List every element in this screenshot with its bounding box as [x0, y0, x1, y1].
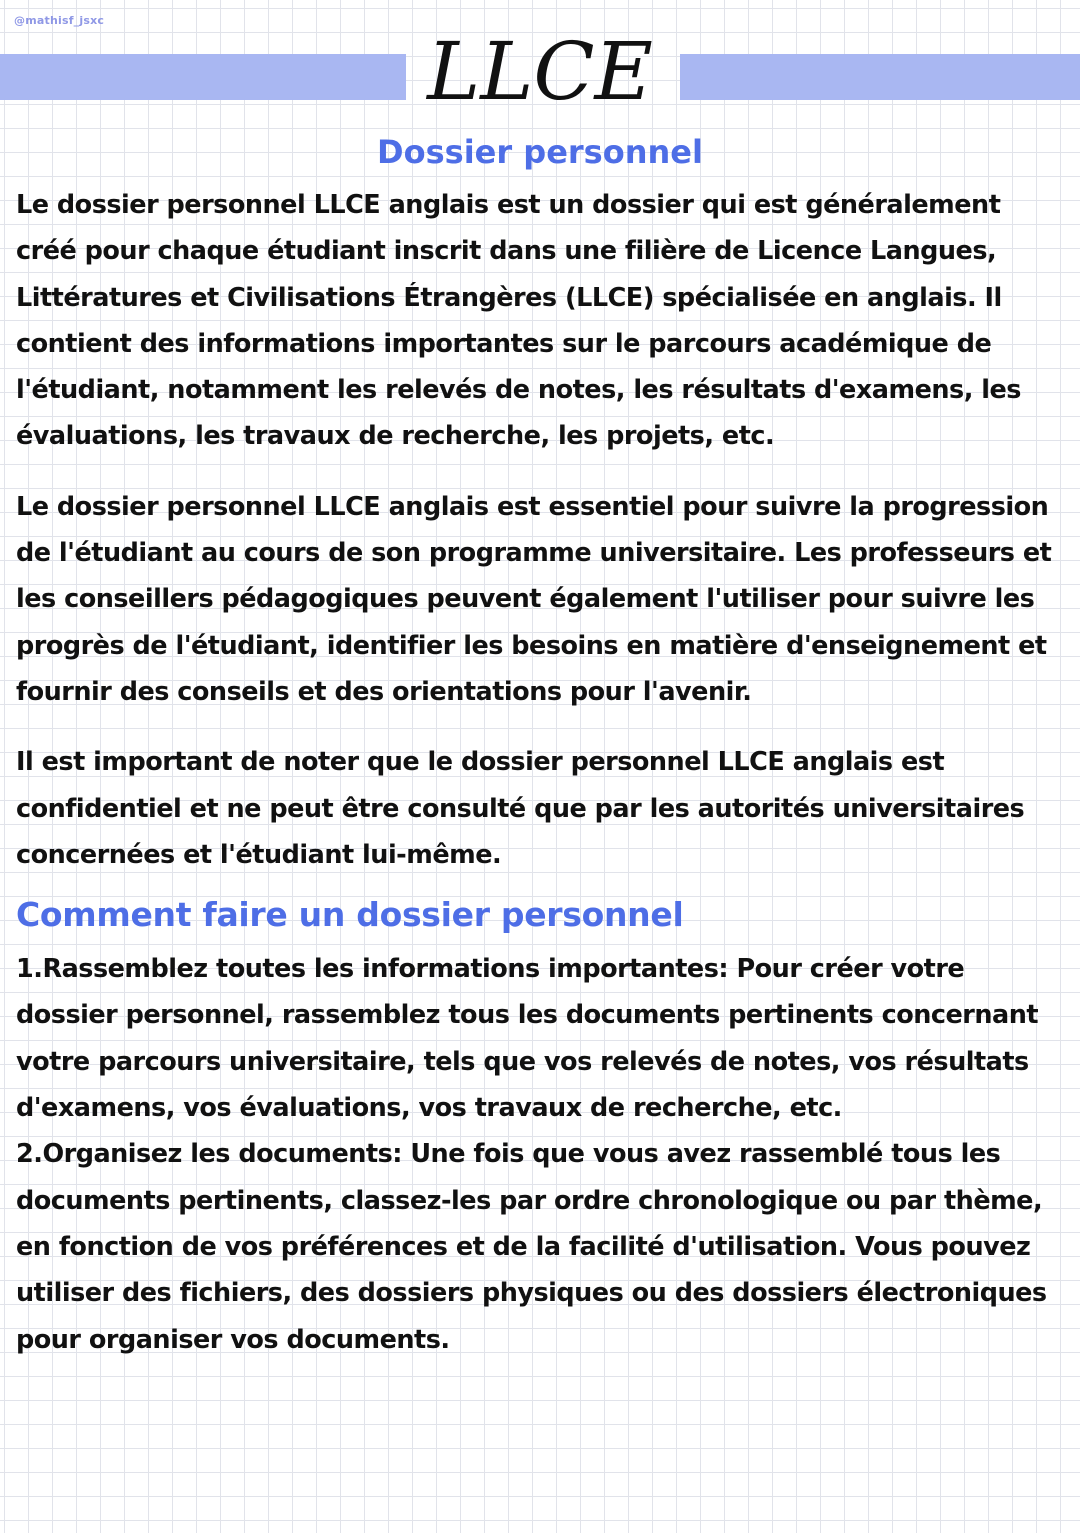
step-number: 2. [16, 1139, 43, 1170]
paragraph-confidentiality: Il est important de noter que le dossier personnel LLCE anglais est confidentiel et ne peut être consulté que par les autorités universitaires concernées et l'étudiant lui-même. [16, 747, 1025, 870]
document-body [16, 182, 1066, 1363]
section-heading-how-to: Comment faire un dossier personnel [16, 895, 684, 935]
paragraph-definition: Le dossier personnel LLCE anglais est un dossier qui est généralement créé pour chaque étudiant inscrit dans une filière de Licence Langues, Littératures et Civilisations Étrangères (LLCE) spécialisée en anglais. Il contient des informations importantes sur le parcours académique de l'étudiant, notamment les relevés de notes, les résultats d'examens, les évaluations, les travaux de recherche, les projets, etc. [16, 190, 1021, 452]
step-text: Rassemblez toutes les informations importantes: Pour créer votre dossier personnel, rassemblez tous les documents pertinents concernant votre parcours universitaire, tels que vos relevés de notes, vos résultats d'examens, vos évaluations, vos travaux de recherche, etc. [16, 954, 1039, 1124]
step-text: Organisez les documents: Une fois que vous avez rassemblé tous les documents pertinents, classez-les par ordre chronologique ou par thème, en fonction de vos préférences et de la facilité d'utilisation. Vous pouvez utiliser des fichiers, des dossiers physiques ou des dossiers électroniques pour organiser vos documents. [16, 1139, 1047, 1355]
step-item [16, 946, 1066, 1131]
step-number: 1. [16, 954, 43, 985]
author-watermark: @mathisf_jsxc [14, 14, 105, 27]
step-item [16, 1131, 1066, 1362]
section-title-dossier-personnel: Dossier personnel [377, 133, 703, 171]
paragraph-importance: Le dossier personnel LLCE anglais est essentiel pour suivre la progression de l'étudiant au cours de son programme universitaire. Les professeurs et les conseillers pédagogiques peuvent également l'utiliser pour suivre les progrès de l'étudiant, identifier les besoins en matière d'enseignement et fournir des conseils et des orientations pour l'avenir. [16, 491, 1052, 707]
page-title: LLCE [427, 25, 653, 118]
